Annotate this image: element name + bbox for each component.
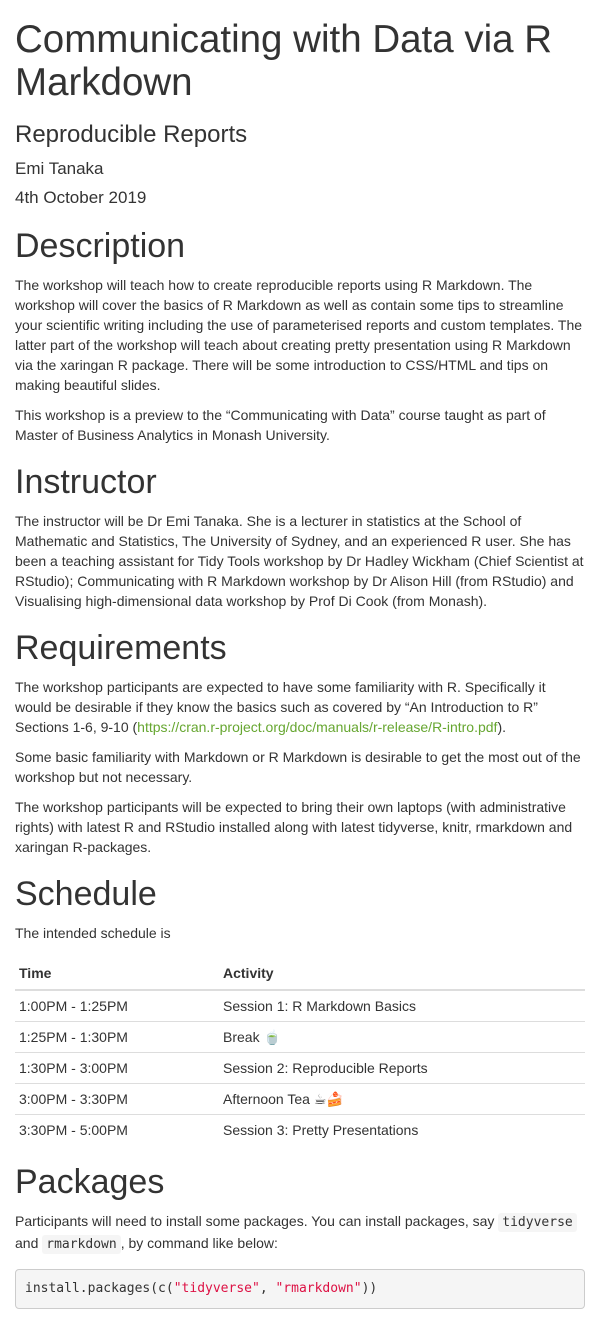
schedule-heading: Schedule [15, 875, 157, 913]
requirements-text-before: The workshop participants are expected to have some familiarity with R. Specifically it would be desirable if they know the basics such as covered by “An Introduction to R” Sections 1-6, 9-10 ( [15, 679, 546, 735]
requirements-paragraph-2: Some basic familiarity with Markdown or R Markdown is desirable to get the most out of the workshop but not necessary. [15, 749, 581, 785]
instructor-section [15, 463, 585, 611]
tea-icon: 🍵 [263, 1028, 281, 1045]
schedule-section [15, 875, 585, 1145]
row-activity [219, 1022, 585, 1053]
column-header-activity: Activity [219, 955, 585, 990]
code-string-tidyverse: "tidyverse" [173, 1281, 260, 1296]
packages-intro-text-b: and [15, 1235, 43, 1251]
requirements-paragraph-3: The workshop participants will be expected to bring their own laptops (with administrative rights) with latest R and RStudio installed along with latest tidyverse, knitr, rmarkdown and xaringan R-packages. [15, 799, 573, 855]
requirements-text-after: ). [497, 719, 506, 735]
schedule-intro: The intended schedule is [15, 925, 171, 941]
schedule-table [15, 955, 585, 1145]
install-code-block [15, 1269, 585, 1309]
table-row [15, 1022, 585, 1053]
packages-intro-text-a: Participants will need to install some packages. You can install packages, say [15, 1213, 499, 1229]
requirements-section [15, 629, 585, 857]
packages-heading: Packages [15, 1163, 165, 1201]
description-paragraph-1: The workshop will teach how to create reproducible reports using R Markdown. The workshop will cover the basics of R Markdown as well as contain some tips to streamline your scientific writing including the use of parameterised reports and custom templates. The latter part of the workshop will teach about creating pretty presentation using R Markdown via the xaringan R package. There will be some introduction to CSS/HTML and tips on making beautiful slides. [15, 277, 583, 393]
table-row [15, 1053, 585, 1084]
r-intro-link[interactable]: https://cran.r-project.org/doc/manuals/r-release/R-intro.pdf [137, 719, 498, 735]
packages-intro-text-c: , by command like below: [120, 1235, 278, 1251]
table-row [15, 990, 585, 1022]
author-name: Emi Tanaka [15, 159, 104, 178]
row-time: 1:00PM - 1:25PM [15, 990, 219, 1022]
code-separator: , [259, 1281, 276, 1296]
code-function: install.packages(c( [25, 1281, 174, 1296]
column-header-time: Time [15, 955, 219, 990]
activity-label: Break [223, 1028, 260, 1045]
code-string-rmarkdown: "rmarkdown" [275, 1281, 362, 1296]
packages-section [15, 1163, 585, 1309]
requirements-heading: Requirements [15, 629, 227, 667]
table-row [15, 1084, 585, 1115]
package-tidyverse: tidyverse [498, 1213, 576, 1232]
schedule-header-row [15, 955, 585, 990]
instructor-paragraph: The instructor will be Dr Emi Tanaka. She is a lecturer in statistics at the School of Mathematic and Statistics, The University of Sydney, and an experienced R user. She has been a teaching assistant for Tidy Tools workshop by Dr Hadley Wickham (Chief Scientist at RStudio); Communicating with R Markdown workshop by Dr Alison Hill (from RStudio) and Visualising high-dimensional data workshop by Prof Di Cook (from Monash). [15, 513, 584, 609]
row-time: 1:25PM - 1:30PM [15, 1022, 219, 1053]
requirements-paragraph-1 [15, 677, 585, 737]
page-title: Communicating with Data via R Markdown [15, 18, 553, 104]
code-close: )) [361, 1281, 378, 1296]
description-paragraph-2: This workshop is a preview to the “Communicating with Data” course taught as part of Master of Business Analytics in Monash University. [15, 407, 546, 443]
package-rmarkdown: rmarkdown [42, 1235, 120, 1254]
activity-label: Session 1: R Markdown Basics [223, 998, 416, 1014]
activity-label: Session 2: Reproducible Reports [223, 1060, 428, 1076]
coffee-cake-icon: ☕🍰 [313, 1090, 344, 1107]
activity-label: Session 3: Pretty Presentations [223, 1122, 419, 1138]
row-activity [219, 1053, 585, 1084]
row-activity [219, 1084, 585, 1115]
description-section [15, 227, 585, 445]
packages-intro [15, 1211, 585, 1255]
row-time: 3:30PM - 5:00PM [15, 1115, 219, 1146]
activity-label: Afternoon Tea [223, 1090, 310, 1107]
row-time: 1:30PM - 3:00PM [15, 1053, 219, 1084]
description-heading: Description [15, 227, 186, 265]
row-activity [219, 1115, 585, 1146]
page-subtitle: Reproducible Reports [15, 121, 248, 148]
publish-date: 4th October 2019 [15, 188, 147, 207]
document-page [0, 18, 600, 1309]
row-time: 3:00PM - 3:30PM [15, 1084, 219, 1115]
table-row [15, 1115, 585, 1146]
instructor-heading: Instructor [15, 463, 157, 501]
row-activity [219, 990, 585, 1022]
